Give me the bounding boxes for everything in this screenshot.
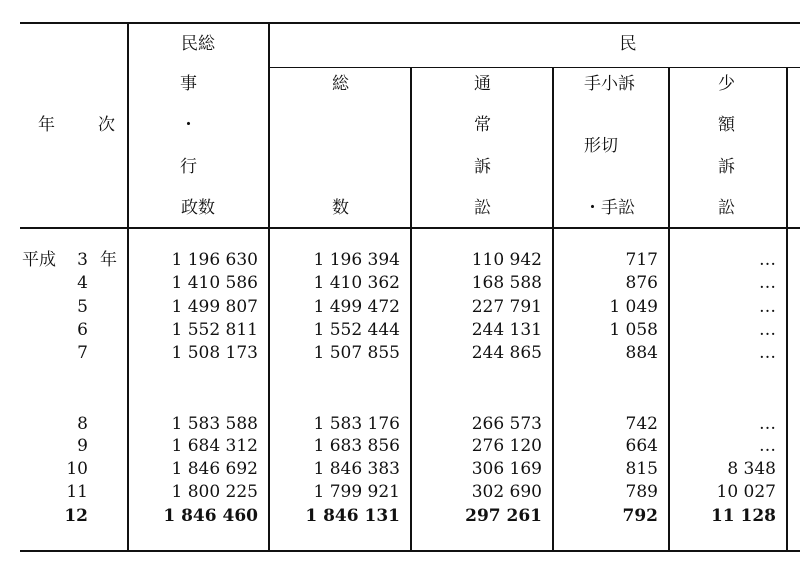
cell-col5: … xyxy=(759,414,776,434)
cell-col4: 664 xyxy=(625,436,658,456)
cell-col5: … xyxy=(759,320,776,340)
cell-col2: 1 683 856 xyxy=(313,436,400,456)
table-row xyxy=(0,319,800,341)
header-col1-line4: 行 xyxy=(180,157,197,177)
header-tsujo-line1: 通 xyxy=(474,74,491,94)
cell-col5: 10 027 xyxy=(716,482,776,502)
cell-col5: … xyxy=(759,343,776,363)
cell-col5: … xyxy=(759,250,776,270)
header-shogaku-line2: 額 xyxy=(718,115,735,135)
table-row xyxy=(0,435,800,457)
header-year-char1: 年 xyxy=(38,115,55,135)
row-year: 9 xyxy=(77,436,88,456)
cell-col2: 1 499 472 xyxy=(313,297,400,317)
table-row xyxy=(0,505,800,527)
cell-col3: 110 942 xyxy=(471,250,542,270)
cell-col5: … xyxy=(759,436,776,456)
row-year-suffix: 年 xyxy=(100,250,117,270)
row-year: 6 xyxy=(77,320,88,340)
cell-col1: 1 508 173 xyxy=(171,343,258,363)
header-col1-line2: 事 xyxy=(180,74,197,94)
row-year: 11 xyxy=(66,482,88,502)
cell-col1: 1 196 630 xyxy=(171,250,258,270)
cell-col3: 302 690 xyxy=(471,482,542,502)
cell-col5: 8 348 xyxy=(727,459,776,479)
cell-col3: 244 865 xyxy=(471,343,542,363)
cell-col4: 1 049 xyxy=(609,297,658,317)
header-tegata-line3: ・手訟 xyxy=(584,198,635,218)
cell-col4: 884 xyxy=(625,343,658,363)
cell-col2: 1 846 131 xyxy=(305,506,400,526)
table-row xyxy=(0,481,800,503)
header-shogaku-line3: 訴 xyxy=(718,157,735,177)
header-minji: 民 xyxy=(619,34,637,54)
cell-col3: 266 573 xyxy=(471,414,542,434)
cell-col1: 1 800 225 xyxy=(171,482,258,502)
row-year: 5 xyxy=(77,297,88,317)
cell-col5: 11 128 xyxy=(710,506,776,526)
cell-col4: 1 058 xyxy=(609,320,658,340)
row-year: 7 xyxy=(77,343,88,363)
cell-col2: 1 799 921 xyxy=(313,482,400,502)
row-era: 平成 xyxy=(22,250,56,270)
cell-col4: 789 xyxy=(625,482,658,502)
cell-col2: 1 507 855 xyxy=(313,343,400,363)
table-row xyxy=(0,272,800,294)
table-row xyxy=(0,342,800,364)
header-tsujo-line2: 常 xyxy=(474,115,491,135)
table-row xyxy=(0,413,800,435)
cell-col1: 1 410 586 xyxy=(171,273,258,293)
cell-col4: 815 xyxy=(625,459,658,479)
cell-col1: 1 499 807 xyxy=(171,297,258,317)
table-row xyxy=(0,296,800,318)
cell-col2: 1 196 394 xyxy=(313,250,400,270)
header-shogaku-line4: 訟 xyxy=(718,198,735,218)
table-row xyxy=(0,458,800,480)
cell-col3: 297 261 xyxy=(465,506,542,526)
cell-col3: 168 588 xyxy=(471,273,542,293)
cell-col1: 1 552 811 xyxy=(171,320,258,340)
header-year-char2: 次 xyxy=(98,115,115,135)
table-top-rule xyxy=(20,22,800,24)
header-tegata-line1: 手小訴 xyxy=(584,74,635,94)
header-col1-line1: 民総 xyxy=(181,34,215,54)
cell-col3: 227 791 xyxy=(471,297,542,317)
cell-col4: 792 xyxy=(622,506,658,526)
cell-col1: 1 684 312 xyxy=(171,436,258,456)
cell-col4: 742 xyxy=(625,414,658,434)
cell-col4: 876 xyxy=(625,273,658,293)
header-total-line2: 数 xyxy=(332,198,349,218)
cell-col3: 306 169 xyxy=(471,459,542,479)
header-tsujo-line4: 訟 xyxy=(474,198,491,218)
cell-col5: … xyxy=(759,273,776,293)
row-year: 10 xyxy=(66,459,88,479)
subheader-rule xyxy=(270,67,800,68)
cell-col4: 717 xyxy=(625,250,658,270)
header-col1-line5: 政数 xyxy=(181,198,215,218)
header-total-line1: 総 xyxy=(332,74,349,94)
cell-col3: 244 131 xyxy=(471,320,542,340)
row-year: 4 xyxy=(77,273,88,293)
header-tsujo-line3: 訴 xyxy=(474,157,491,177)
cell-col1: 1 583 588 xyxy=(171,414,258,434)
header-shogaku-line1: 少 xyxy=(718,74,735,94)
cell-col2: 1 552 444 xyxy=(313,320,400,340)
header-tegata-line2: 形切 xyxy=(584,136,618,156)
table-row xyxy=(0,249,800,271)
cell-col1: 1 846 460 xyxy=(163,506,258,526)
cell-col2: 1 410 362 xyxy=(313,273,400,293)
cell-col2: 1 846 383 xyxy=(313,459,400,479)
cell-col5: … xyxy=(759,297,776,317)
cell-col1: 1 846 692 xyxy=(171,459,258,479)
cell-col2: 1 583 176 xyxy=(313,414,400,434)
header-col1-line3: ・ xyxy=(180,115,197,135)
row-year: 8 xyxy=(77,414,88,434)
row-year: 3 xyxy=(77,250,88,270)
cell-col3: 276 120 xyxy=(471,436,542,456)
row-year: 12 xyxy=(64,506,88,526)
